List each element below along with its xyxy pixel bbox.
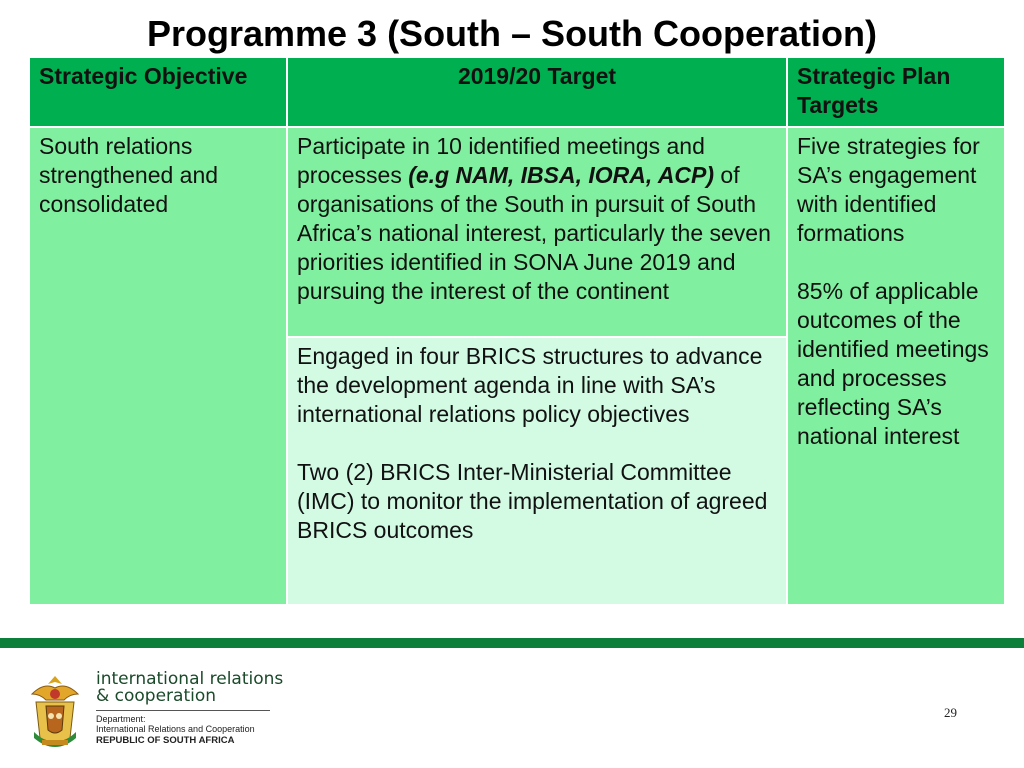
table-header-row: [29, 57, 1005, 127]
table-row: [29, 127, 1005, 337]
page-number: 29: [944, 705, 957, 720]
target1-text-a: Participate in 10 identified meetings and processes: [297, 133, 705, 188]
logo-text-line1: international relations: [96, 669, 284, 689]
footer-bar: [0, 638, 1024, 648]
plan-target-2: 85% of applicable outcomes of the identified meetings and processes reflecting SA’s national interest: [797, 278, 989, 449]
dirco-logo: [24, 668, 284, 754]
country-name: REPUBLIC OF SOUTH AFRICA: [96, 735, 235, 746]
header-strategic-plan-targets: Strategic Plan Targets: [787, 57, 1005, 127]
slide-title: Programme 3 (South – South Cooperation): [146, 13, 878, 54]
header-target: 2019/20 Target: [287, 57, 787, 127]
programme-table: [28, 56, 1006, 606]
paragraph-gap: [797, 248, 995, 277]
dept-label: Department:: [96, 714, 146, 724]
dept-name: International Relations and Cooperation: [96, 724, 255, 734]
coat-of-arms-icon: [24, 672, 86, 750]
target1-emphasis: (e.g NAM, IBSA, IORA, ACP): [408, 162, 715, 188]
logo-divider: [96, 710, 270, 711]
plan-targets-cell: [787, 127, 1005, 605]
paragraph-gap: [297, 429, 777, 458]
logo-text-line2: & cooperation: [96, 686, 217, 706]
objective-cell: [29, 127, 287, 605]
header-strategic-objective: Strategic Objective: [29, 57, 287, 127]
target1-text-b: of organisations of the South in pursuit of South Africa’s national interest, particularly the seven priorities identified in SONA June 2019 and pursuing the interest of the continent: [297, 162, 771, 304]
target-cell-2: [287, 337, 787, 605]
plan-target-1: Five strategies for SA’s engagement with identified formations: [797, 133, 980, 246]
objective-text: South relations strengthened and consolidated: [39, 133, 219, 217]
target-cell-1: [287, 127, 787, 337]
target2-para-2: Two (2) BRICS Inter-Ministerial Committee (IMC) to monitor the implementation of agreed BRICS outcomes: [297, 459, 768, 543]
target2-para-1: Engaged in four BRICS structures to advance the development agenda in line with SA’s international relations policy objectives: [297, 343, 763, 427]
